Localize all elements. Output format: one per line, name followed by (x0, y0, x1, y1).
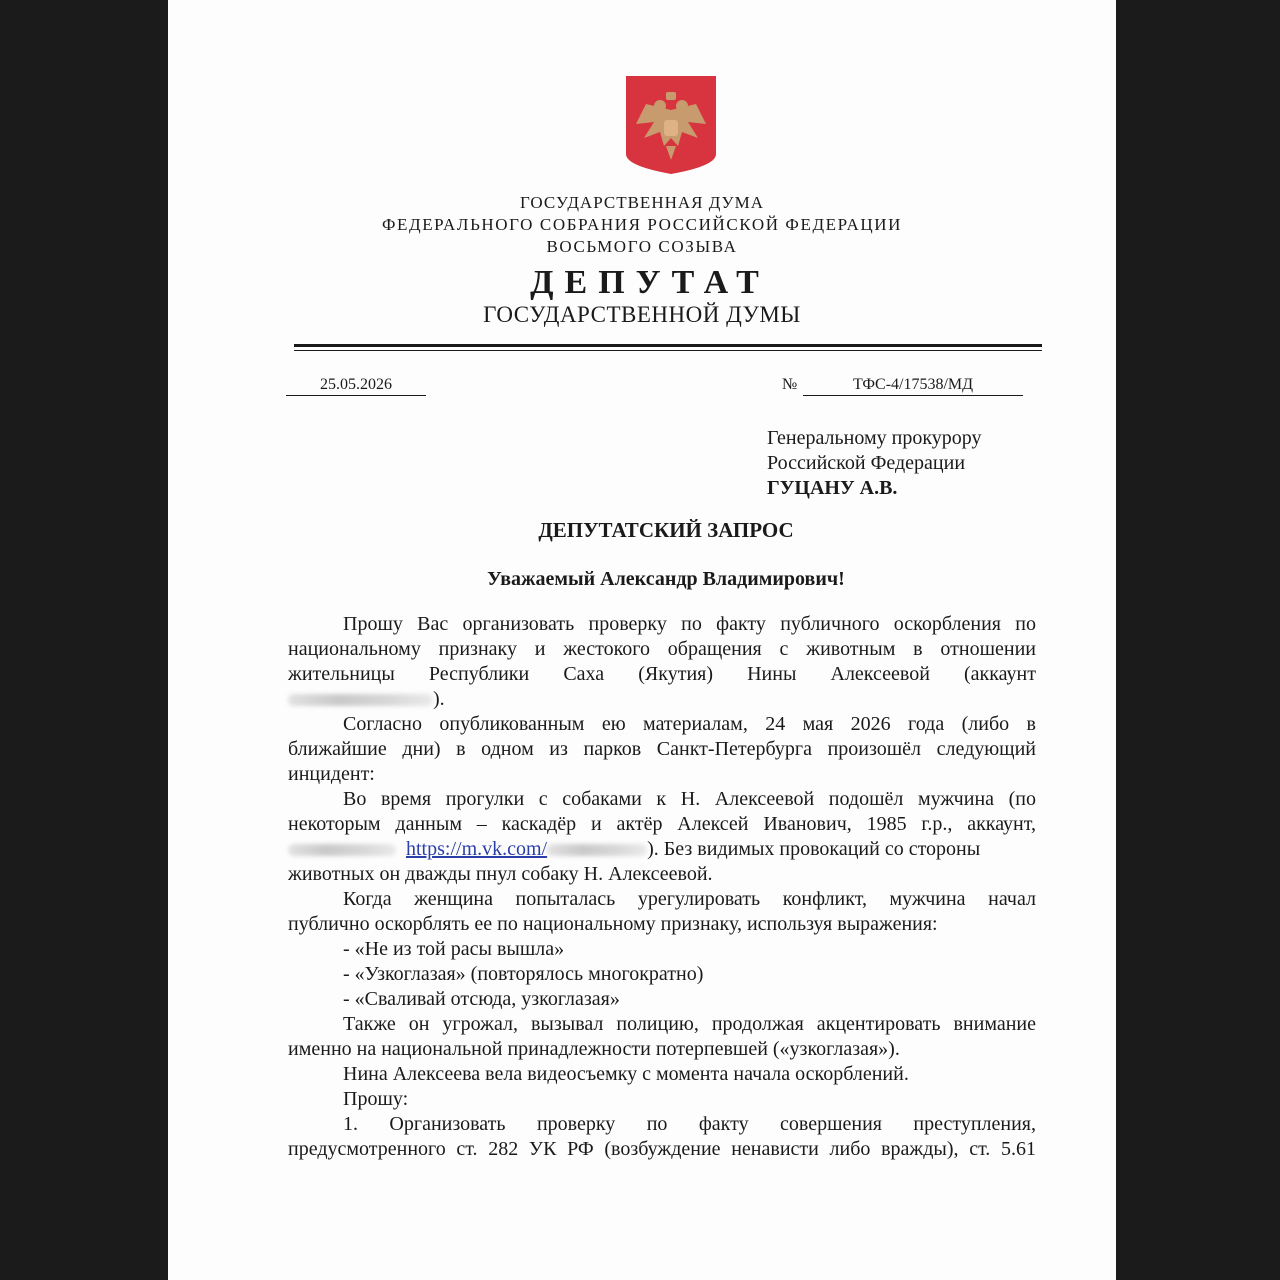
body-line: Согласно опубликованным ею материалам, 24 мая 2026 года (либо в (343, 713, 1036, 735)
body-line: Прошу Вас организовать проверку по факту публичного оскорбления по (343, 613, 1036, 635)
body-line-text: ). (433, 688, 445, 710)
body-line: инцидент: (288, 763, 375, 785)
body-line: предусмотренного ст. 282 УК РФ (возбуждение ненависти либо вражды), ст. 5.61 (288, 1138, 1036, 1160)
body-line (288, 687, 1036, 712)
body-line: жительницы Республики Саха (Якутия) Нины Алексеевой (аккаунт (288, 663, 1036, 685)
document-date: 25.05.2026 (286, 376, 426, 396)
addressee-line1: Генеральному прокурору (767, 427, 982, 449)
redacted-account (288, 694, 433, 706)
redacted-link (547, 844, 647, 856)
coat-of-arms-emblem (626, 76, 716, 174)
body-line: именно на национальной принадлежности потерпевшей («узкоглазая»). (288, 1038, 900, 1060)
header-rule-thick (294, 344, 1042, 347)
org-name-line3: ВОСЬМОГО СОЗЫВА (546, 237, 738, 256)
body-line: национальному признаку и жестокого обращения с животным в отношении (288, 638, 1036, 660)
quote-item: - «Узкоглазая» (повторялось многократно) (343, 963, 704, 985)
left-dark-border (0, 0, 168, 1280)
body-line: Когда женщина попыталась урегулировать конфликт, мужчина начал (343, 888, 1036, 910)
body-line: Также он угрожал, вызывал полицию, продолжая акцентировать внимание (343, 1013, 1036, 1035)
org-name-line1: ГОСУДАРСТВЕННАЯ ДУМА (520, 193, 764, 212)
document-number: ТФС-4/17538/МД (803, 376, 1023, 396)
body-line: публично оскорблять ее по национальному признаку, используя выражения: (288, 913, 938, 935)
right-dark-border (1116, 0, 1280, 1280)
body-line (288, 837, 1036, 862)
body-line: ближайшие дни) в одном из парков Санкт-Петербурга произошёл следующий (288, 738, 1036, 760)
deputy-heading: ДЕПУТАТ (530, 264, 770, 301)
number-label: № (782, 376, 798, 393)
document-title: ДЕПУТАТСКИЙ ЗАПРОС (538, 518, 794, 542)
addressee-line2: Российской Федерации (767, 452, 966, 474)
body-line: Нина Алексеева вела видеосъемку с момента начала оскорблений. (343, 1063, 909, 1085)
org-name-line2: ФЕДЕРАЛЬНОГО СОБРАНИЯ РОССИЙСКОЙ ФЕДЕРАЦИИ (381, 215, 903, 234)
body-line-text: ). Без видимых провокаций со стороны (647, 838, 981, 860)
header-rule-thin (294, 350, 1042, 351)
body-line: Прошу: (343, 1088, 409, 1110)
body-line: некоторым данным – каскадёр и актёр Алексей Иванович, 1985 г.р., аккаунт, (288, 813, 1036, 835)
redacted-name (288, 844, 396, 856)
request-item: 1. Организовать проверку по факту совершения преступления, (343, 1113, 1036, 1135)
vk-profile-link[interactable]: https://m.vk.com/ (406, 838, 548, 860)
body-line: Во время прогулки с собаками к Н. Алексеевой подошёл мужчина (по (343, 788, 1036, 810)
duma-subheading: ГОСУДАРСТВЕННОЙ ДУМЫ (483, 302, 801, 327)
body-line: животных он дважды пнул собаку Н. Алексеевой. (288, 863, 713, 885)
addressee-name: ГУЦАНУ А.В. (767, 477, 898, 499)
quote-item: - «Не из той расы вышла» (343, 938, 565, 960)
greeting: Уважаемый Александр Владимирович! (487, 568, 845, 590)
quote-item: - «Сваливай отсюда, узкоглазая» (343, 988, 620, 1010)
